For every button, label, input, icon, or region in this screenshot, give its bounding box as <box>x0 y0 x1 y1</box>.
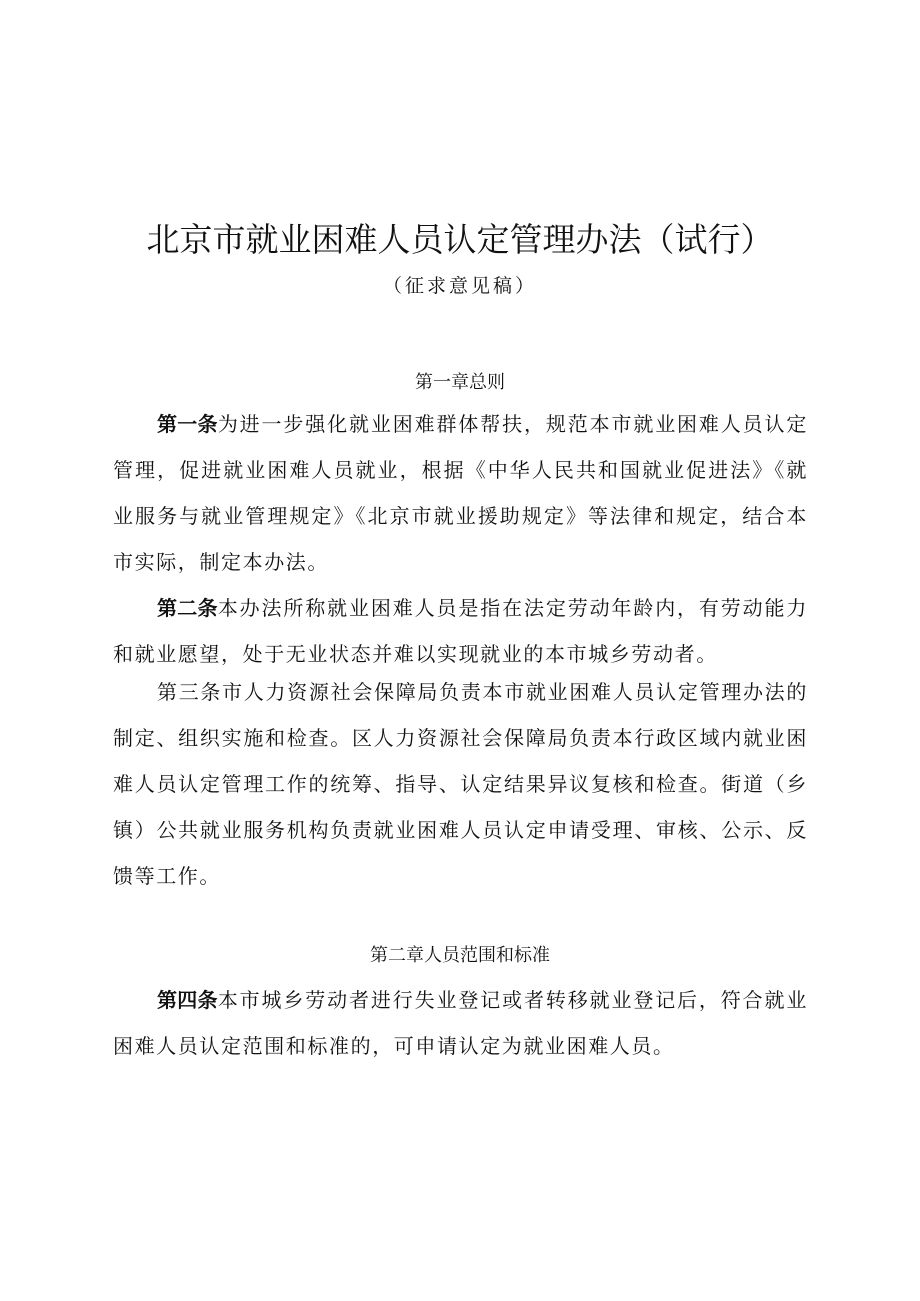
article-3-body: 市人力资源社会保障局负责本市就业困难人员认定管理办法的制定、组织实施和检查。区人力资源社会保障局负责本行政区域内就业困难人员认定管理工作的统筹、指导、认定结果异议复核和检查。街道（乡镇）公共就业服务机构负责就业困难人员认定申请受理、审核、公示、反馈等工作。 <box>113 680 808 888</box>
article-4-body: 本市城乡劳动者进行失业登记或者转移就业登记后，符合就业困难人员认定范围和标准的，可申请认定为就业困难人员。 <box>113 988 809 1058</box>
article-2-number: 第二条 <box>157 596 218 620</box>
document-subtitle: （征求意见稿） <box>382 275 537 297</box>
article-4-number: 第四条 <box>157 988 218 1012</box>
article-1-body: 为进一步强化就业困难群体帮扶，规范本市就业困难人员认定管理，促进就业困难人员就业，根据《中华人民共和国就业促进法》《就业服务与就业管理规定》《北京市就业援助规定》等法律和规定，结合本市实际，制定本办法。 <box>113 412 809 574</box>
article-2 <box>113 585 808 677</box>
article-1 <box>113 401 808 585</box>
article-4 <box>113 977 808 1069</box>
chapter-heading-1: 第一章总则 <box>415 372 505 393</box>
article-3-number: 第三条 <box>157 680 223 704</box>
chapter-heading-2: 第二章人员范围和标准 <box>370 945 550 966</box>
article-3 <box>113 669 808 899</box>
article-2-body: 本办法所称就业困难人员是指在法定劳动年龄内，有劳动能力和就业愿望，处于无业状态并难以实现就业的本市城乡劳动者。 <box>113 596 809 666</box>
article-1-number: 第一条 <box>157 412 218 436</box>
document-title: 北京市就业困难人员认定管理办法（试行） <box>146 220 774 259</box>
